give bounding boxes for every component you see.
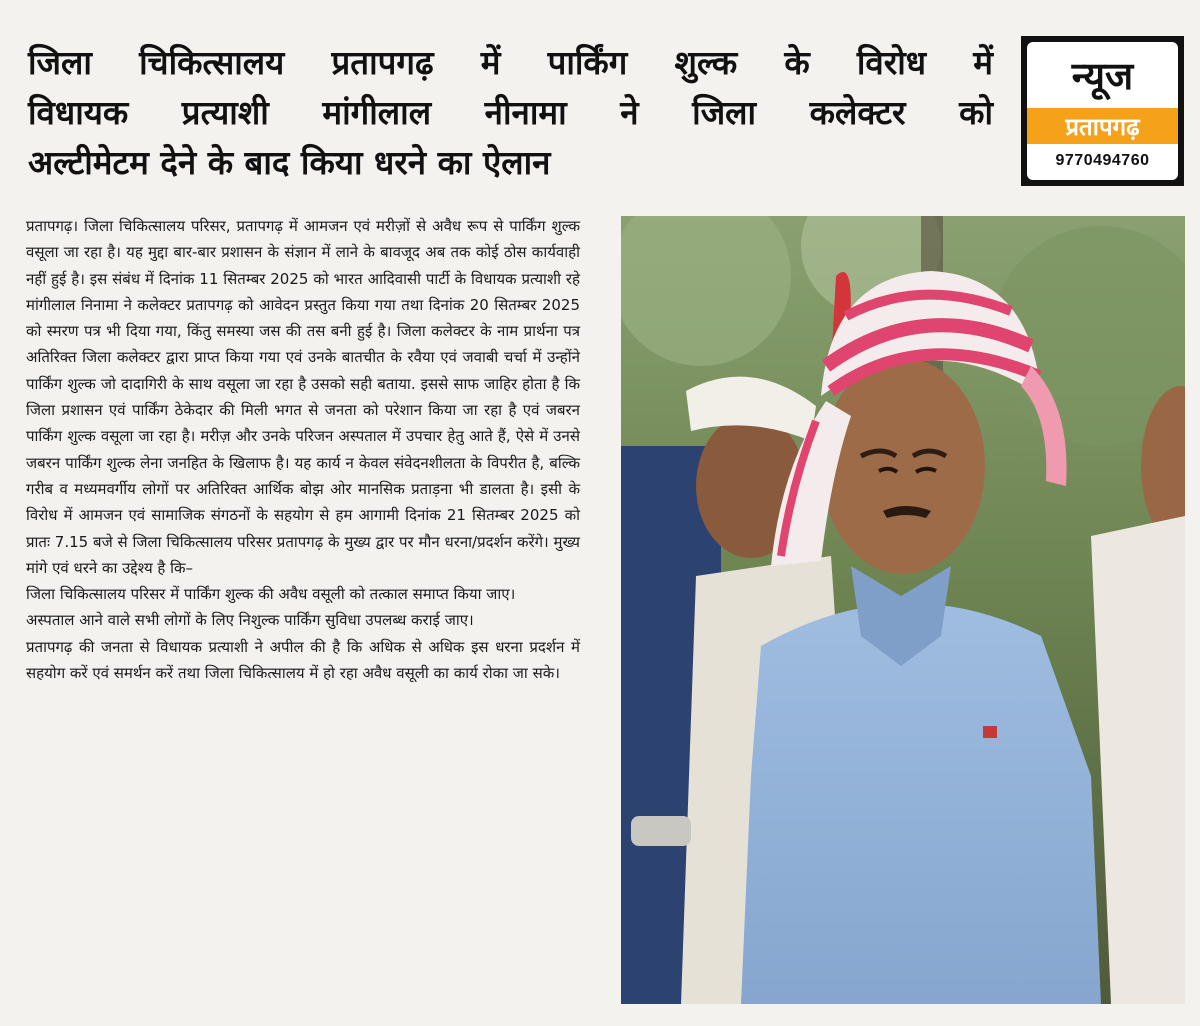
article-body [26, 213, 580, 686]
main-man-face [821, 358, 985, 574]
article-demand-2: अस्पताल आने वाले सभी लोगों के लिए निशुल्क पार्किंग सुविधा उपलब्ध कराई जाए। [26, 611, 474, 630]
article-demand-1: जिला चिकित्सालय परिसर में पार्किंग शुल्क की अवैध वसूली को तत्काल समाप्त किया जाए। [26, 585, 516, 604]
article-paragraph-intro: प्रतापगढ़। जिला चिकित्सालय परिसर, प्रतापगढ़ में आमजन एवं मरीज़ों से अवैध रूप से पार्किंग शुल्क वसूला जा रहा है। यह मुद्दा बार-बार प्रशासन के संज्ञान में लाने के बावजूद अब तक कोई ठोस कार्यवाही नहीं हुई है। इस संबंध में दिनांक 11 सितम्बर 2025 को भारत आदिवासी पार्टी के विधायक प्रत्याशी रहे मांगीलाल निनामा ने कलेक्टर प्रतापगढ़ को आवेदन प्रस्तुत किया गया तथा दिनांक 20 सितम्बर 2025 को स्मरण पत्र भी दिया गया, किंतु समस्या जस की तस बनी हुई है। जिला कलेक्टर के नाम प्रार्थना पत्र अतिरिक्त जिला कलेक्टर द्वारा प्राप्त किया गया एवं उनके बातचीत के रवैया एवं जवाबी चर्चा में उन्होंने पार्किंग शुल्क जो दादागिरी के साथ वसूला जा रहा है उसको सही बताया. इससे साफ जाहिर होता है कि जिला प्रशासन एवं पार्किंग ठेकेदार की मिली भगत से जनता को परेशान किया जा रहा है एवं जबरन पार्किंग शुल्क वसूला जा रहा है। मरीज़ और उनके परिजन अस्पताल में उपचार हेतु आते हैं, ऐसे में उनसे जबरन पार्किंग शुल्क लेना जनहित के खिलाफ है। यह कार्य न केवल संवेदनशीलता के विपरीत है, बल्कि गरीब व मध्यमवर्गीय लोगों पर अतिरिक्त आर्थिक बोझ ओर मानसिक प्रताड़ना भी डालता है। इसी के विरोध में आमजन एवं सामाजिक संगठनों के सहयोग से हम आगामी दिनांक 21 सितम्बर 2025 को प्रातः 7.15 बजे से जिला चिकित्सालय परिसर प्रतापगढ़ के मुख्य द्वार पर मौन धरना/प्रदर्शन करेंगे। मुख्य मांगे एवं धरने का उद्देश्य है कि– [26, 217, 580, 577]
article-appeal: प्रतापगढ़ की जनता से विधायक प्रत्याशी ने अपील की है कि अधिक से अधिक इस धरना प्रदर्शन में सहयोग करें एवं समर्थन करें तथा जिला चिकित्सालय में हो रहा अवैध वसूली का कार्य रोका जा सके। [26, 637, 580, 683]
headline-line-1: जिला चिकित्सालय प्रतापगढ़ में पार्किंग शुल्क के विरोध में [28, 43, 993, 82]
news-logo-panel [1027, 42, 1178, 180]
shirt-logo [983, 726, 997, 738]
news-logo [1021, 36, 1184, 186]
main-man-shirt [741, 603, 1101, 1004]
headline [28, 38, 993, 188]
logo-brand-text: प्रतापगढ़ [1027, 108, 1178, 144]
photo-illustration [621, 216, 1185, 1004]
headline-line-3: अल्टीमेटम देने के बाद किया धरने का ऐलान [28, 143, 551, 182]
news-photo [621, 216, 1185, 1004]
headline-line-2: विधायक प्रत्याशी मांगीलाल नीनामा ने जिला कलेक्टर को [28, 93, 993, 132]
logo-phone-number: 9770494760 [1055, 152, 1150, 169]
wristwatch [631, 816, 691, 846]
logo-news-text: न्यूज [1071, 54, 1134, 98]
